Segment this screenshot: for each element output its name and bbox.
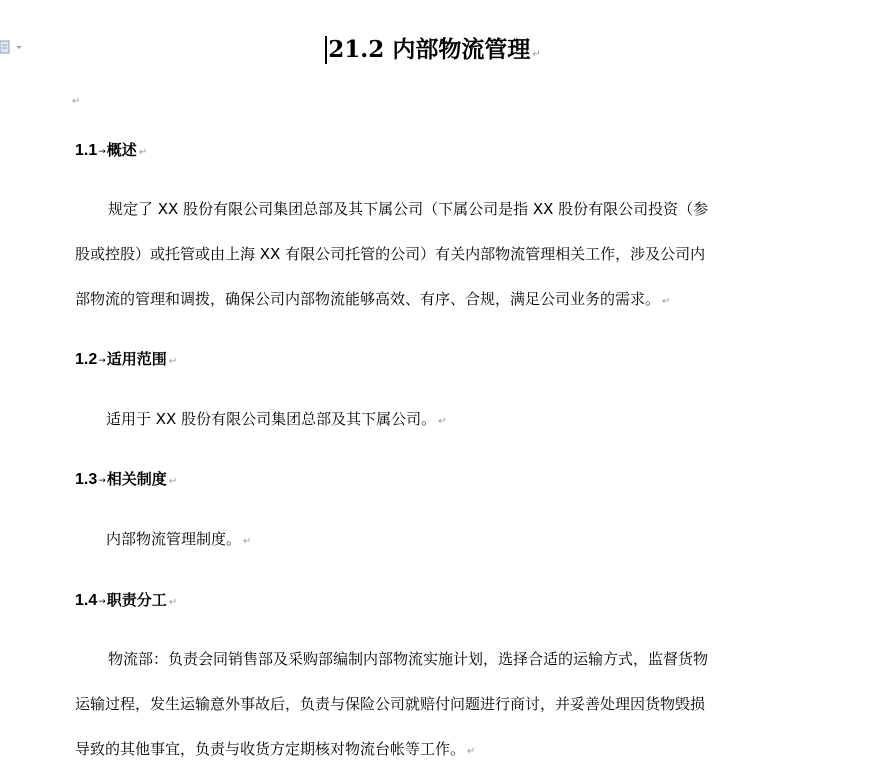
paragraph-line: 内部物流管理制度。 — [106, 530, 242, 548]
section-paragraph-responsibilities — [75, 637, 775, 770]
paragraph-line: 规定了 XX 股份有限公司集团总部及其下属公司（下属公司是指 XX 股份有限公司投资（参 — [108, 200, 709, 218]
tab-mark: → — [98, 147, 106, 157]
paragraph-line: 部物流的管理和调拨，确保公司内部物流能够高效、有序、合规，满足公司业务的需求。 — [75, 290, 661, 308]
paragraph-line: 物流部：负责会同销售部及采购部编制内部物流实施计划，选择合适的运输方式，监督货物 — [108, 650, 709, 668]
paragraph-line: 导致的其他事宜，负责与收货方定期核对物流台帐等工作。 — [75, 740, 466, 758]
section-paragraph-scope — [75, 397, 775, 442]
paragraph-line: 股或控股）或托管或由上海 XX 有限公司托管的公司）有关内部物流管理相关工作，涉及公司内 — [75, 245, 706, 263]
section-number: 1.4 — [75, 592, 98, 609]
paragraph-mark: ↵ — [138, 147, 148, 158]
paragraph-mark: ↵ — [662, 296, 671, 307]
section-heading-scope — [75, 349, 177, 372]
paragraph-mark: ↵ — [467, 746, 476, 757]
paragraph-line: 适用于 XX 股份有限公司集团总部及其下属公司。 — [106, 410, 437, 428]
section-paragraph-overview — [75, 187, 775, 322]
text-cursor — [325, 36, 327, 64]
section-title: 适用范围 — [106, 350, 167, 368]
paragraph-mark: ↵ — [168, 597, 178, 608]
page-title — [0, 30, 869, 75]
title-number: 21.2 — [328, 36, 385, 63]
paragraph-mark: ↵ — [168, 476, 178, 487]
section-heading-responsibilities — [75, 590, 177, 613]
section-paragraph-related-rules — [75, 517, 775, 562]
section-heading-related-rules — [75, 469, 177, 492]
paragraph-mark: ↵ — [532, 49, 541, 60]
section-number: 1.2 — [75, 351, 98, 368]
paragraph-line: 运输过程，发生运输意外事故后，负责与保险公司就赔付问题进行商讨，并妥善处理因货物毁损 — [75, 695, 706, 713]
section-heading-overview — [75, 140, 147, 163]
tab-mark: → — [98, 476, 106, 486]
paragraph-mark: ↵ — [72, 96, 81, 107]
tab-mark: → — [98, 356, 106, 366]
title-text: 内部物流管理 — [392, 36, 531, 63]
section-title: 职责分工 — [106, 591, 167, 609]
section-title: 概述 — [106, 141, 137, 159]
tab-mark: → — [98, 597, 106, 607]
section-number: 1.1 — [75, 142, 98, 159]
section-title: 相关制度 — [106, 470, 167, 488]
paragraph-mark: ↵ — [438, 416, 447, 427]
section-number: 1.3 — [75, 471, 98, 488]
paragraph-mark: ↵ — [168, 356, 178, 367]
paragraph-mark: ↵ — [243, 536, 252, 547]
